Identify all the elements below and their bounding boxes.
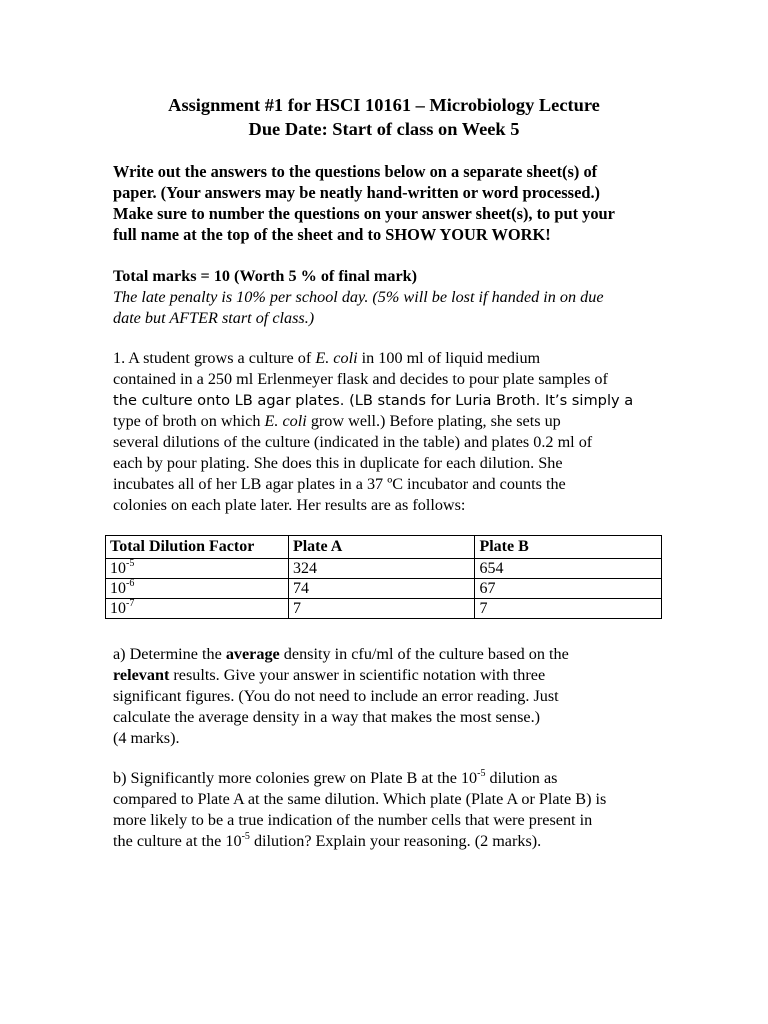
results-table (105, 535, 662, 619)
dilution-cell: $10^{-7}$ (106, 599, 289, 619)
instruction-line: full name at the top of the sheet and to SHOW YOUR WORK! (113, 225, 551, 244)
column-header-plate-b: Plate B (475, 536, 662, 559)
late-penalty-line-2: date but AFTER start of class.) (113, 309, 315, 327)
question-line: incubates all of her LB agar plates in a 37 ºC incubator and counts the (113, 475, 566, 493)
question-1 (113, 348, 673, 516)
instruction-line: Make sure to number the questions on your answer sheet(s), to put your (113, 204, 615, 223)
question-line: calculate the average density in a way that makes the most sense.) (113, 708, 541, 726)
instruction-line: Write out the answers to the questions below on a separate sheet(s) of (113, 162, 598, 181)
table-row (106, 559, 662, 579)
plate-b-cell: 654 (475, 559, 662, 579)
plate-b-cell: 67 (475, 579, 662, 599)
question-line: (4 marks). (113, 729, 180, 747)
assignment-title (0, 93, 768, 141)
plate-a-cell: 7 (288, 599, 475, 619)
question-line: compared to Plate A at the same dilution. Which plate (Plate A or Plate B) is (113, 790, 607, 808)
table-header-row (106, 536, 662, 559)
question-line: several dilutions of the culture (indicated in the table) and plates 0.2 ml of (113, 433, 593, 451)
total-marks: Total marks = 10 (Worth 5 % of final mark) (113, 267, 418, 285)
plate-a-cell: 74 (288, 579, 475, 599)
question-line: relevant results. Give your answer in scientific notation with three (113, 666, 546, 684)
question-line: 1. A student grows a culture of E. coli in 100 ml of liquid medium (113, 349, 541, 367)
question-1a (113, 644, 673, 749)
dilution-cell: $10^{-5}$ (106, 559, 289, 579)
instruction-line: paper. (Your answers may be neatly hand-written or word processed.) (113, 183, 601, 202)
title-line-2: Due Date: Start of class on Week 5 (248, 119, 520, 139)
question-line: significant figures. (You do not need to include an error reading. Just (113, 687, 559, 705)
title-line-1: Assignment #1 for HSCI 10161 – Microbiology Lecture (168, 95, 600, 115)
dilution-cell: $10^{-6}$ (106, 579, 289, 599)
instructions (113, 161, 673, 245)
plate-a-cell: 324 (288, 559, 475, 579)
question-line: the culture at the $10^{-5}$ dilution? Explain your reasoning. (2 marks). (113, 831, 542, 850)
late-penalty-line-1: The late penalty is 10% per school day. (5% will be lost if handed in on due (113, 288, 604, 306)
question-line: more likely to be a true indication of the number cells that were present in (113, 811, 593, 829)
question-line: the culture onto LB agar plates. (LB stands for Luria Broth. It’s simply a (113, 392, 634, 409)
question-line: contained in a 250 ml Erlenmeyer flask and decides to pour plate samples of (113, 370, 608, 388)
table-row (106, 579, 662, 599)
question-line: each by pour plating. She does this in duplicate for each dilution. She (113, 454, 563, 472)
question-line: b) Significantly more colonies grew on Plate B at the $10^{-5}$ dilution as (113, 768, 558, 787)
column-header-dilution: Total Dilution Factor (106, 536, 289, 559)
question-line: type of broth on which E. coli grow well.) Before plating, she sets up (113, 412, 561, 430)
table-row (106, 599, 662, 619)
question-1b (113, 768, 673, 852)
plate-b-cell: 7 (475, 599, 662, 619)
marks-section (113, 266, 673, 329)
column-header-plate-a: Plate A (288, 536, 475, 559)
question-line: a) Determine the average density in cfu/ml of the culture based on the (113, 645, 569, 663)
question-line: colonies on each plate later. Her results are as follows: (113, 496, 466, 514)
